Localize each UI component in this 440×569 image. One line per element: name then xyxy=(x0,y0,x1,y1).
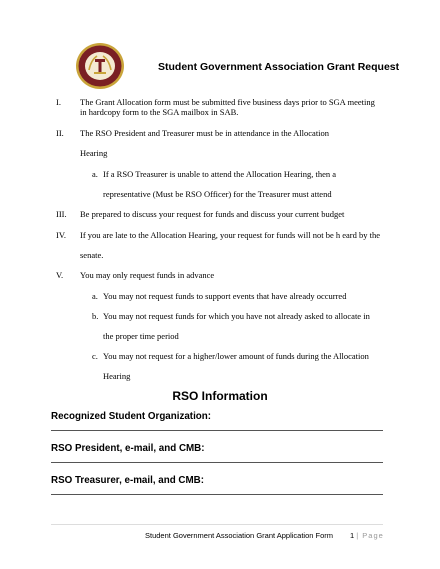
item-number: V. xyxy=(56,270,64,280)
field-label-president: RSO President, e-mail, and CMB: xyxy=(51,443,205,454)
item-text: senate. xyxy=(80,250,104,260)
item-number: I. xyxy=(56,97,61,107)
item-text: Be prepared to discuss your request for funds and discuss your current budget xyxy=(80,209,345,219)
fill-in-line xyxy=(51,462,383,463)
sub-item-text: If a RSO Treasurer is unable to attend the Allocation Hearing, then a xyxy=(103,169,336,179)
footer-text: Student Government Association Grant Application Form xyxy=(145,531,334,540)
sub-item-text: Hearing xyxy=(103,371,131,381)
page-number xyxy=(350,531,384,540)
document-title: Student Government Association Grant Request xyxy=(158,61,400,73)
item-text: The Grant Allocation form must be submitted five business days prior to SGA meeting xyxy=(80,97,375,107)
fill-in-line xyxy=(51,494,383,495)
sub-item-text: representative (Must be RSO Officer) for the Treasurer must attend xyxy=(103,189,332,199)
sub-item-letter: a. xyxy=(92,291,98,301)
item-number: IV. xyxy=(56,230,66,240)
page-number-value: 1 xyxy=(350,531,355,540)
item-text: You may only request funds in advance xyxy=(80,270,215,280)
footer-divider xyxy=(51,524,383,525)
field-label-treasurer: RSO Treasurer, e-mail, and CMB: xyxy=(51,475,204,486)
field-label-organization: Recognized Student Organization: xyxy=(51,411,212,422)
item-number: II. xyxy=(56,128,64,138)
item-text: Hearing xyxy=(80,148,108,158)
page-label: | Page xyxy=(356,531,384,540)
sub-item-text: the proper time period xyxy=(103,331,179,341)
fill-in-line xyxy=(51,430,383,431)
sub-item-letter: b. xyxy=(92,311,99,321)
sub-item-text: You may not request for a higher/lower amount of funds during the Allocation xyxy=(103,351,369,361)
sub-item-letter: a. xyxy=(92,169,98,179)
sga-seal-logo xyxy=(75,42,125,90)
sub-item-letter: c. xyxy=(92,351,98,361)
item-text: If you are late to the Allocation Hearing, your request for funds will not be h eard by the xyxy=(80,230,381,240)
sub-item-text: You may not request funds to support events that have already occurred xyxy=(103,291,347,301)
rso-section-heading: RSO Information xyxy=(172,389,268,403)
item-text: The RSO President and Treasurer must be in attendance in the Allocation xyxy=(80,128,330,138)
item-number: III. xyxy=(56,209,67,219)
item-text: in hardcopy form to the SGA mailbox in SAB. xyxy=(80,107,239,117)
sub-item-text: You may not request funds for which you have not already asked to allocate in xyxy=(103,311,370,321)
